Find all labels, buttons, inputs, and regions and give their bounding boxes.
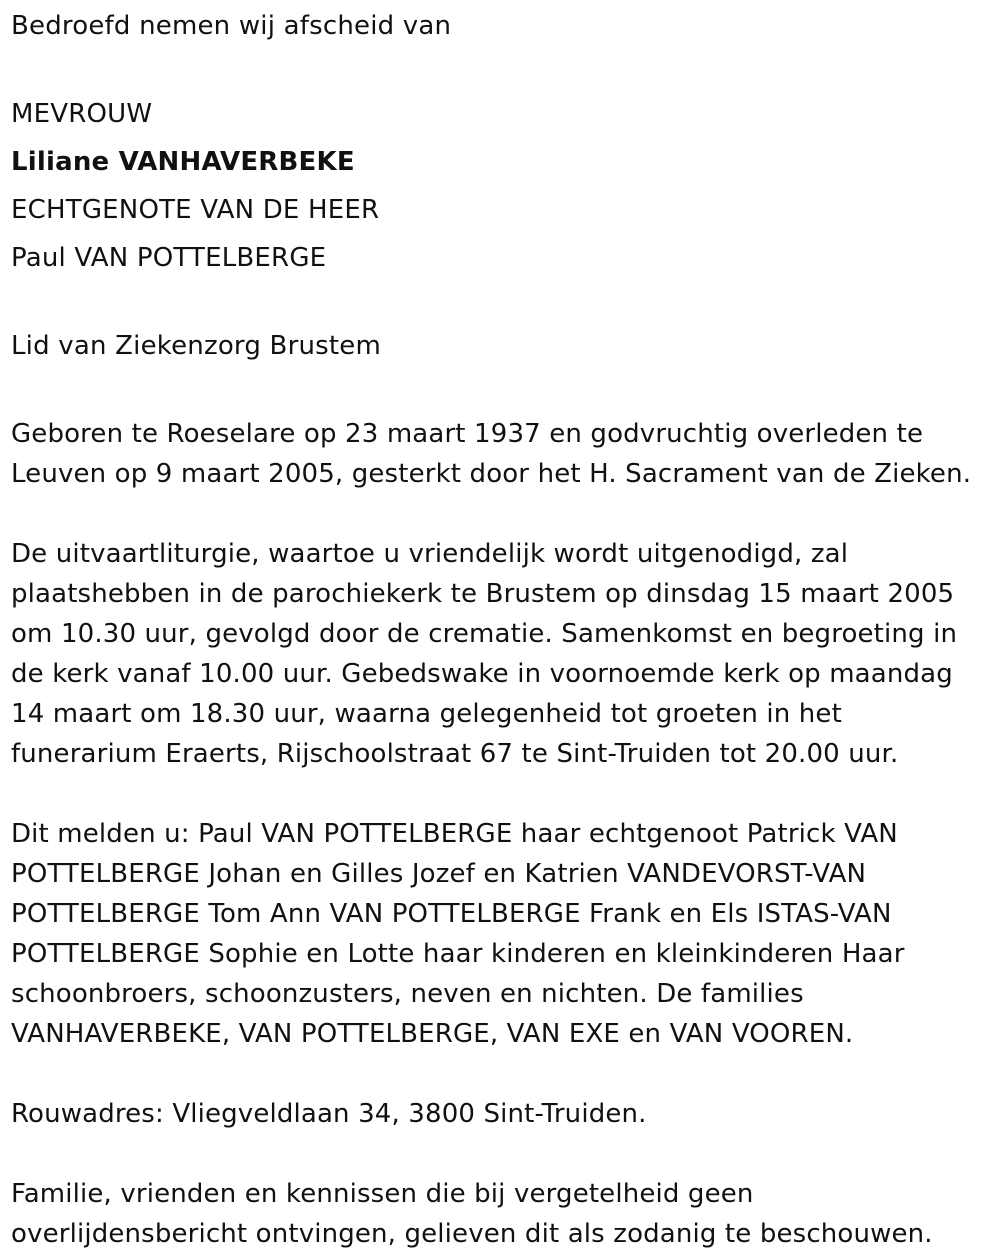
address-paragraph xyxy=(11,1094,991,1134)
paragraph-line: plaatshebben in de parochiekerk te Brustem op dinsdag 15 maart 2005 xyxy=(11,579,955,609)
paragraph-line: schoonbroers, schoonzusters, neven en nichten. De families xyxy=(11,979,804,1009)
birth-death-paragraph xyxy=(11,414,991,494)
paragraph-line: de kerk vanaf 10.00 uur. Gebedswake in voornoemde kerk op maandag xyxy=(11,659,953,689)
title-prefix: MEVROUW xyxy=(11,99,153,129)
relation-text: ECHTGENOTE VAN DE HEER xyxy=(11,195,380,225)
paragraph-line: overlijdensbericht ontvingen, gelieven dit als zodanig te beschouwen. xyxy=(11,1219,933,1249)
family-paragraph xyxy=(11,814,991,1054)
paragraph-line: om 10.30 uur, gevolgd door de crematie. Samenkomst en begroeting in xyxy=(11,619,958,649)
obituary-notice xyxy=(11,6,991,1254)
intro-text: Bedroefd nemen wij afscheid van xyxy=(11,11,452,41)
deceased-name: Liliane VANHAVERBEKE xyxy=(11,147,355,177)
paragraph-line: Leuven op 9 maart 2005, gesterkt door het H. Sacrament van de Zieken. xyxy=(11,459,972,489)
spacer xyxy=(11,374,991,414)
spouse-name: Paul VAN POTTELBERGE xyxy=(11,243,327,273)
funeral-paragraph xyxy=(11,534,991,774)
closing-paragraph xyxy=(11,1174,991,1254)
paragraph-line: funerarium Eraerts, Rijschoolstraat 67 te Sint-Truiden tot 20.00 uur. xyxy=(11,739,899,769)
mourning-address: Rouwadres: Vliegveldlaan 34, 3800 Sint-Truiden. xyxy=(11,1099,647,1129)
paragraph-line: 14 maart om 18.30 uur, waarna gelegenheid tot groeten in het xyxy=(11,699,842,729)
paragraph-line: VANHAVERBEKE, VAN POTTELBERGE, VAN EXE en VAN VOOREN. xyxy=(11,1019,854,1049)
spacer xyxy=(11,54,991,94)
paragraph-line: POTTELBERGE Tom Ann VAN POTTELBERGE Frank en Els ISTAS-VAN xyxy=(11,899,892,929)
paragraph-line: De uitvaartliturgie, waartoe u vriendelijk wordt uitgenodigd, zal xyxy=(11,539,849,569)
paragraph-line: Geboren te Roeselare op 23 maart 1937 en godvruchtig overleden te xyxy=(11,419,924,449)
paragraph-line: POTTELBERGE Sophie en Lotte haar kinderen en kleinkinderen Haar xyxy=(11,939,905,969)
spacer xyxy=(11,286,991,326)
paragraph-line: Familie, vrienden en kennissen die bij vergetelheid geen xyxy=(11,1179,754,1209)
paragraph-line: POTTELBERGE Johan en Gilles Jozef en Katrien VANDEVORST-VAN xyxy=(11,859,867,889)
membership-text: Lid van Ziekenzorg Brustem xyxy=(11,331,381,361)
paragraph-line: Dit melden u: Paul VAN POTTELBERGE haar echtgenoot Patrick VAN xyxy=(11,819,898,849)
